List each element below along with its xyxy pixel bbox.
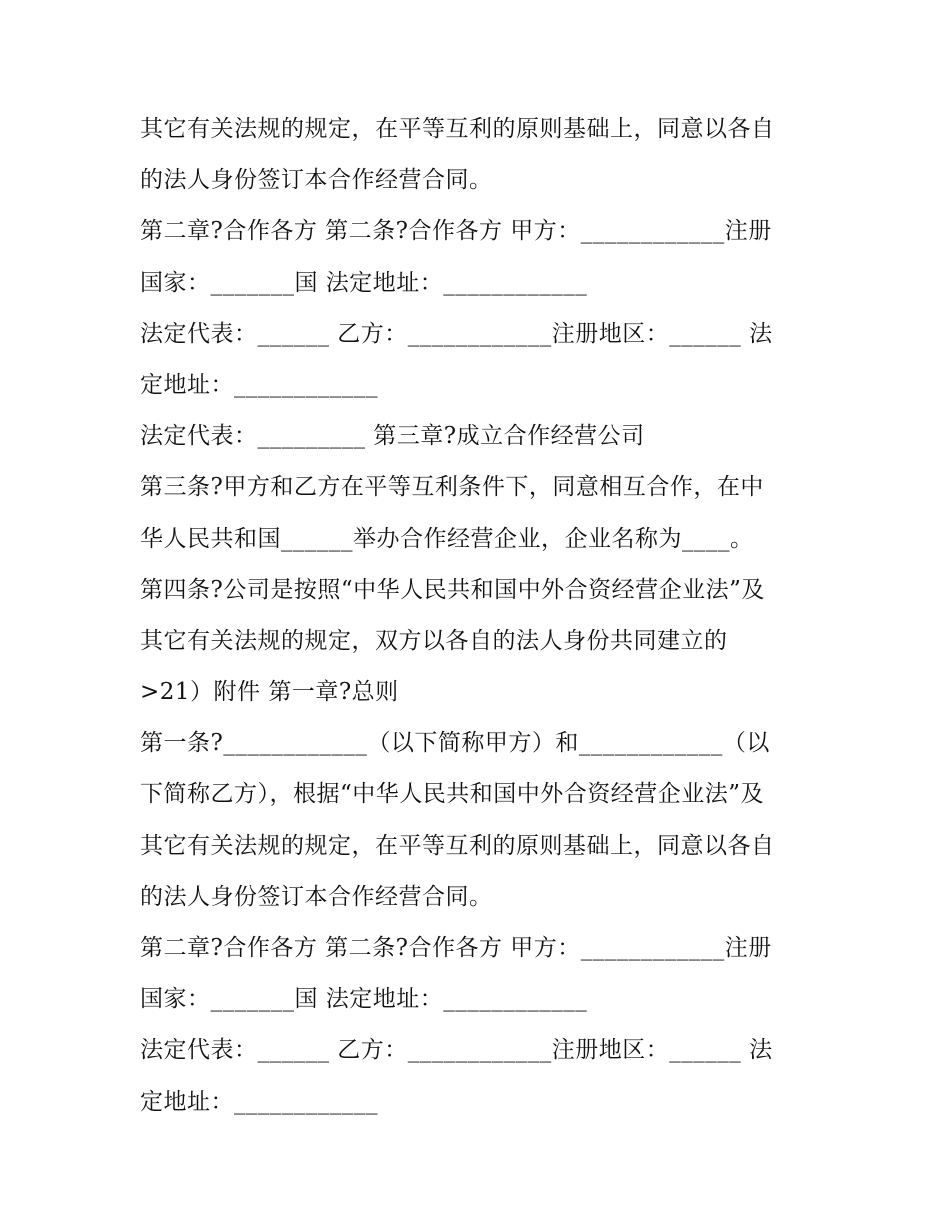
text-line: 下简称乙方），根据“中华人民共和国中外合资经营企业法”及 [140, 781, 765, 808]
text-line: 国家：_______国 法定地址：____________ [140, 986, 588, 1013]
text-line: 华人民共和国______举办合作经营企业，企业名称为____。 [140, 525, 754, 552]
text-line: 第一条?____________（以下简称甲方）和____________（以 [140, 730, 770, 757]
text-line: 的法人身份签订本合作经营合同。 [140, 167, 493, 194]
text-line: 法定代表：______ 乙方：____________注册地区：______ 法 [140, 320, 773, 347]
text-line: 其它有关法规的规定，在平等互利的原则基础上，同意以各自 [140, 832, 775, 859]
text-line: 定地址：____________ [140, 1088, 378, 1115]
text-line: 第三条?甲方和乙方在平等互利条件下，同意相互合作，在中 [140, 474, 764, 501]
text-line: 国家：_______国 法定地址：____________ [140, 269, 588, 296]
text-line: 法定代表：______ 乙方：____________注册地区：______ 法 [140, 1037, 773, 1064]
text-line: 第四条?公司是按照“中华人民共和国中外合资经营企业法”及 [140, 576, 765, 603]
text-line: 第二章?合作各方 第二条?合作各方 甲方：____________注册 [140, 935, 772, 961]
document-body [140, 104, 820, 1128]
text-line: 的法人身份签订本合作经营合同。 [140, 883, 493, 910]
text-line: 法定代表：_________ 第三章?成立合作经营公司 [140, 423, 645, 450]
text-line: >21）附件 第一章?总则 [140, 679, 399, 706]
text-line: 第二章?合作各方 第二条?合作各方 甲方：____________注册 [140, 218, 772, 245]
text-line: 其它有关法规的规定，双方以各自的法人身份共同建立的 [140, 627, 728, 654]
text-line: 定地址：____________ [140, 371, 378, 398]
text-line: 其它有关法规的规定，在平等互利的原则基础上，同意以各自 [140, 116, 775, 142]
